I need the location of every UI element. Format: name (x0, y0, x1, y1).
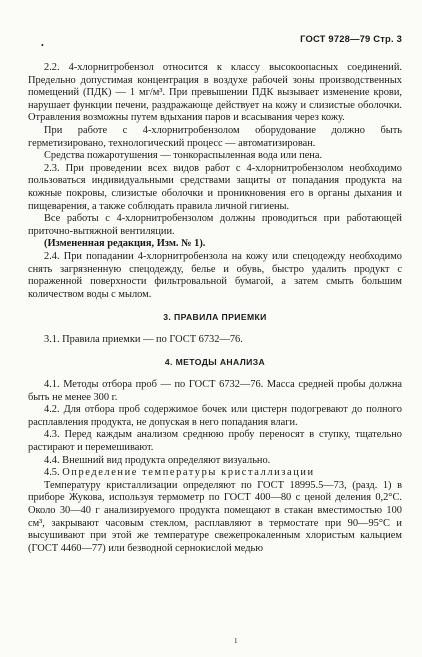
amendment-note: (Измененная редакция, Изм. № 1). (44, 238, 206, 250)
paragraph: При работе с 4-хлорнитробензолом оборудование должно быть герметизировано, технологический процесс — автоматизирован. (28, 124, 402, 149)
subsection-heading (28, 467, 402, 480)
subsection-title: Определение температуры кристаллизации (62, 467, 315, 479)
section-heading: 4. МЕТОДЫ АНАЛИЗА (164, 357, 266, 368)
paragraph: Все работы с 4-хлорнитробензолом должны проводиться при работающей приточно-вытяжной вентиляции. (28, 213, 402, 237)
running-head: ГОСТ 9728—79 Стр. 3 (300, 33, 402, 44)
paragraph: Средства пожаротушения — тонкораспыленная вода или пена. (44, 150, 323, 162)
paragraph: 4.3. Перед каждым анализом среднюю пробу переносят в ступку, тщательно растирают и перемешивают. (28, 429, 402, 454)
paragraph: 2.3. При проведении всех видов работ с 4-хлорнитробензолом необходимо пользоваться индивидуальными средствами защиты от попадания продукта на кожные покровы, слизистые оболочки и проникновения его в органы дыхания и пищеварения, а также соблюдать правила личной гигиены. (28, 162, 402, 212)
subsection-number: 4.5. (44, 467, 60, 479)
paragraph: 2.4. При попадании 4-хлорнитробензола на кожу или спецодежду необходимо снять загрязненную спецодежду, белье и обувь, быстро удалить продукт с пораженной поверхности фильтровальной бумагой, а затем смыть большим количеством воды с мылом. (28, 250, 402, 300)
paragraph: 4.1. Методы отбора проб — по ГОСТ 6732—76. Масса средней пробы должна быть не менее 300 г. (28, 379, 402, 403)
section-heading: 3. ПРАВИЛА ПРИЕМКИ (163, 312, 267, 323)
page-folio: 1 (234, 637, 238, 645)
paragraph: 4.2. Для отбора проб содержимое бочек или цистерн подогревают до полного расплавления продукта, не допуская в него попадания влаги. (28, 404, 402, 428)
margin-dot: • (41, 41, 44, 50)
document-body (28, 62, 402, 555)
paragraph: 3.1. Правила приемки — по ГОСТ 6732—76. (44, 333, 243, 345)
paragraph: 4.4. Внешний вид продукта определяют визуально. (44, 454, 271, 466)
paragraph: Температуру кристаллизации определяют по ГОСТ 18995.5—73, (разд. 1) в приборе Жукова, используя термометр по ГОСТ 400—80 с ценой деления 0,2°С. Около 30—40 г анализируемого продукта помещают в стакан вместимостью 100 см³, закрывают часовым стеклом, расплавляют в термостате при 90—95°С и высушивают при этой же температуре свежепрокаленным хлористым кальцием (ГОСТ 4460—77) или безводной сернокислой медью (28, 479, 402, 554)
paragraph: 2.2. 4-хлорнитробензол относится к классу высокоопасных соединений. Предельно допустимая концентрация в воздухе рабочей зоны производственных помещений (ПДК) — 1 мг/м³. При превышении ПДК вызывает изменение крови, нарушает функции печени, раздражающе действует на кожу и слизистые оболочки. Отравления возможны путем вдыхания паров и всасывания через кожу. (28, 62, 402, 124)
document-page (28, 0, 402, 657)
